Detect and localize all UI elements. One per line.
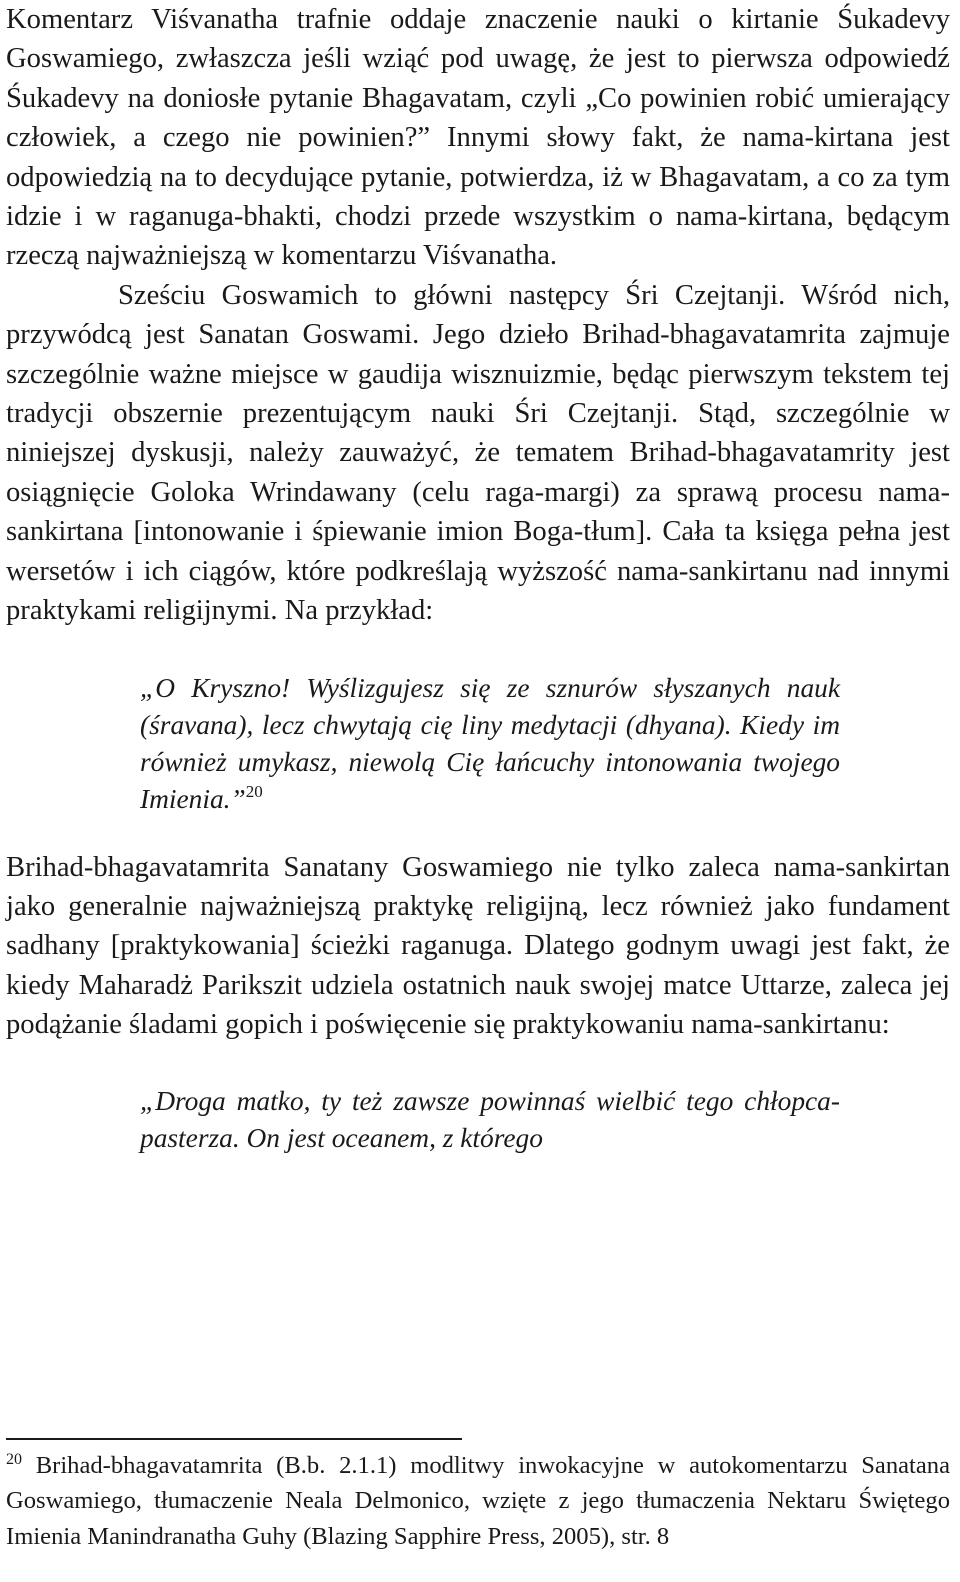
footnote-separator: [6, 1438, 462, 1440]
block-quote-krishna: [140, 670, 840, 818]
page-body: [6, 0, 950, 1157]
block-quote-krishna-text: „O Kryszno! Wyślizgujesz się ze sznurów słyszanych nauk (śravana), lecz chwytają cię liny medytacji (dhyana). Kiedy im również umykasz, niewolą Cię łańcuchy intonowania twojego Imienia.”: [140, 672, 840, 814]
footnote-number: 20: [6, 1451, 22, 1468]
footnote: [6, 1448, 950, 1554]
paragraph-kirtana-commentary: Komentarz Viśvanatha trafnie oddaje znaczenie nauki o kirtanie Śukadevy Goswamiego, zwłaszcza jeśli wziąć pod uwagę, że jest to pierwsza odpowiedź Śukadevy na doniosłe pytanie Bhagavatam, czyli „Co powinien robić umierający człowiek, a czego nie powinien?” Innymi słowy fakt, że nama-kirtana jest odpowiedzią na to decydujące pytanie, potwierdza, iż w Bhagavatam, a co za tym idzie i w raganuga-bhakti, chodzi przede wszystkim o nama-kirtana, będącym rzeczą najważniejszą w komentarzu Viśvanatha.: [6, 4, 950, 272]
footnote-reference[interactable]: 20: [245, 781, 263, 801]
footnote-text: Brihad-bhagavatamrita (B.b. 2.1.1) modlitwy inwokacyjne w autokomentarzu Sanatana Goswamiego, tłumaczenie Neala Delmonico, wzięte z jego tłumaczenia Nektaru Świętego Imienia Manindranatha Guhy (Blazing Sapphire Press, 2005), str. 8: [6, 1452, 950, 1550]
paragraph-six-goswamis: Sześciu Goswamich to główni następcy Śri Czejtanji. Wśród nich, przywódcą jest Sanatan Goswami. Jego dzieło Brihad-bhagavatamrita zajmuje szczególnie ważne miejsce w gaudija wisznuizmie, będąc pierwszym tekstem tej tradycji obszernie prezentującym nauki Śri Czejtanji. Stąd, szczególnie w niniejszej dyskusji, należy zauważyć, że tematem Brihad-bhagavatamrity jest osiągnięcie Goloka Wrindawany (celu raga-margi) za sprawą procesu nama-sankirtana [intonowanie i śpiewanie imion Boga-tłum]. Cała ta księga pełna jest wersetów i ich ciągów, które podkreślają wyższość nama-sankirtanu nad innymi praktykami religijnymi. Na przykład:: [6, 279, 950, 627]
paragraph-brihad-bhagavatamrita: Brihad-bhagavatamrita Sanatany Goswamiego nie tylko zaleca nama-sankirtan jako generalnie najważniejszą praktykę religijną, lecz również jako fundament sadhany [praktykowania] ścieżki raganuga. Dlatego godnym uwagi jest fakt, że kiedy Maharadż Parikszit udziela ostatnich nauk swojej matce Uttarze, zaleca jej podążanie śladami gopich i poświęcenie się praktykowaniu nama-sankirtanu:: [6, 851, 950, 1041]
block-quote-mother: „Droga matko, ty też zawsze powinnaś wielbić tego chłopca-pasterza. On jest oceanem, z którego: [140, 1085, 840, 1153]
